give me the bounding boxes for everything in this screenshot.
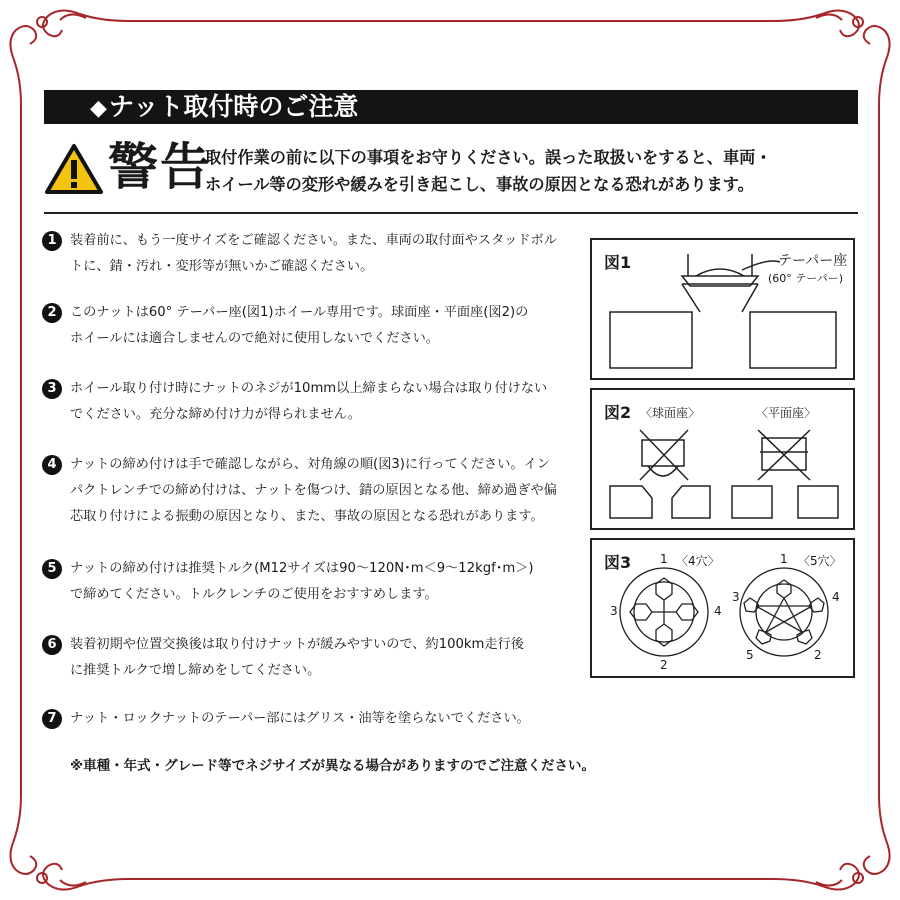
fig3-right-caption: 〈5穴〉 — [798, 554, 842, 568]
item-line: ナットの締め付けは手で確認しながら、対角線の順(図3)に行ってください。イン — [70, 457, 550, 472]
item-line: 装着初期や位置交換後は取り付けナットが緩みやすいので、約100km走行後 — [70, 637, 524, 652]
fig3-left-n2: 2 — [660, 658, 668, 672]
figure-3-title: 図3 — [604, 553, 632, 572]
section-title-bar — [44, 90, 858, 124]
item-line: このナットは60° テーパー座(図1)ホイール専用です。球面座・平面座(図2)の — [70, 305, 529, 320]
item-line: でください。充分な締め付け力が得られません。 — [70, 407, 361, 422]
item-line: トに、錆・汚れ・変形等が無いかご確認ください。 — [70, 259, 374, 274]
figure-1-title: 図1 — [604, 253, 632, 272]
fig3-right-n3: 3 — [732, 590, 740, 604]
fig3-right-n2: 2 — [814, 648, 822, 662]
list-item — [42, 706, 587, 732]
item-number: 3 — [42, 379, 62, 399]
fig3-left-n1: 1 — [660, 552, 668, 566]
divider — [44, 212, 858, 214]
list-item — [42, 452, 587, 530]
warning-triangle-icon — [44, 143, 104, 195]
footnote: ※車種・年式・グレード等でネジサイズが異なる場合がありますのでご注意ください。 — [70, 758, 596, 774]
warning-text — [205, 144, 865, 198]
fig3-left-n3: 3 — [610, 604, 618, 618]
warning-line: 取付作業の前に以下の事項をお守りください。誤った取扱いをすると、車両・ — [205, 148, 772, 167]
fig3-right-n5: 5 — [746, 648, 754, 662]
list-item — [42, 376, 587, 428]
figure-2-title: 図2 — [604, 403, 632, 422]
warning-line: ホイール等の変形や緩みを引き起こし、事故の原因となる恐れがあります。 — [205, 175, 754, 194]
item-line: 芯取り付けによる振動の原因となり、また、事故の原因となる恐れがあります。 — [70, 509, 544, 524]
flat-seat-label: 〈平面座〉 — [756, 406, 817, 420]
diamond-marker: ◆ — [90, 96, 107, 121]
warning-heading: 警告 — [108, 138, 212, 196]
item-line: で締めてください。トルクレンチのご使用をおすすめします。 — [70, 587, 438, 602]
list-item — [42, 228, 587, 280]
list-item — [42, 632, 587, 684]
item-line: に推奨トルクで増し締めをしてください。 — [70, 663, 321, 678]
fig3-right-n4: 4 — [832, 590, 840, 604]
item-number: 6 — [42, 635, 62, 655]
item-number: 4 — [42, 455, 62, 475]
item-number: 2 — [42, 303, 62, 323]
item-line: ナット・ロックナットのテーパー部にはグリス・油等を塗らないでください。 — [70, 711, 530, 726]
list-item — [42, 556, 587, 608]
item-number: 7 — [42, 709, 62, 729]
spherical-seat-label: 〈球面座〉 — [640, 406, 701, 420]
item-line: ナットの締め付けは推奨トルク(M12サイズは90～120N･m＜9～12kgf･m＞) — [70, 561, 534, 576]
item-line: 装着前に、もう一度サイズをご確認ください。また、車両の取付面やスタッドボル — [70, 233, 557, 248]
item-number: 5 — [42, 559, 62, 579]
taper-seat-label: テーパー座 — [778, 253, 848, 269]
item-line: ホイール取り付け時にナットのネジが10mm以上締まらない場合は取り付けない — [70, 381, 548, 396]
fig3-left-caption: 〈4穴〉 — [676, 554, 720, 568]
figure-1 — [590, 238, 855, 380]
fig3-left-n4: 4 — [714, 604, 722, 618]
item-number: 1 — [42, 231, 62, 251]
list-item — [42, 300, 587, 352]
item-line: パクトレンチでの締め付けは、ナットを傷つけ、錆の原因となる他、締め過ぎや偏 — [70, 483, 557, 498]
section-title: ナット取付時のご注意 — [108, 92, 359, 121]
figure-2 — [590, 388, 855, 530]
figure-3 — [590, 538, 855, 678]
taper-seat-sublabel: (60° テーパー) — [768, 272, 844, 285]
item-line: ホイールには適合しませんので絶対に使用しないでください。 — [70, 331, 439, 346]
fig3-right-n1: 1 — [780, 552, 788, 566]
